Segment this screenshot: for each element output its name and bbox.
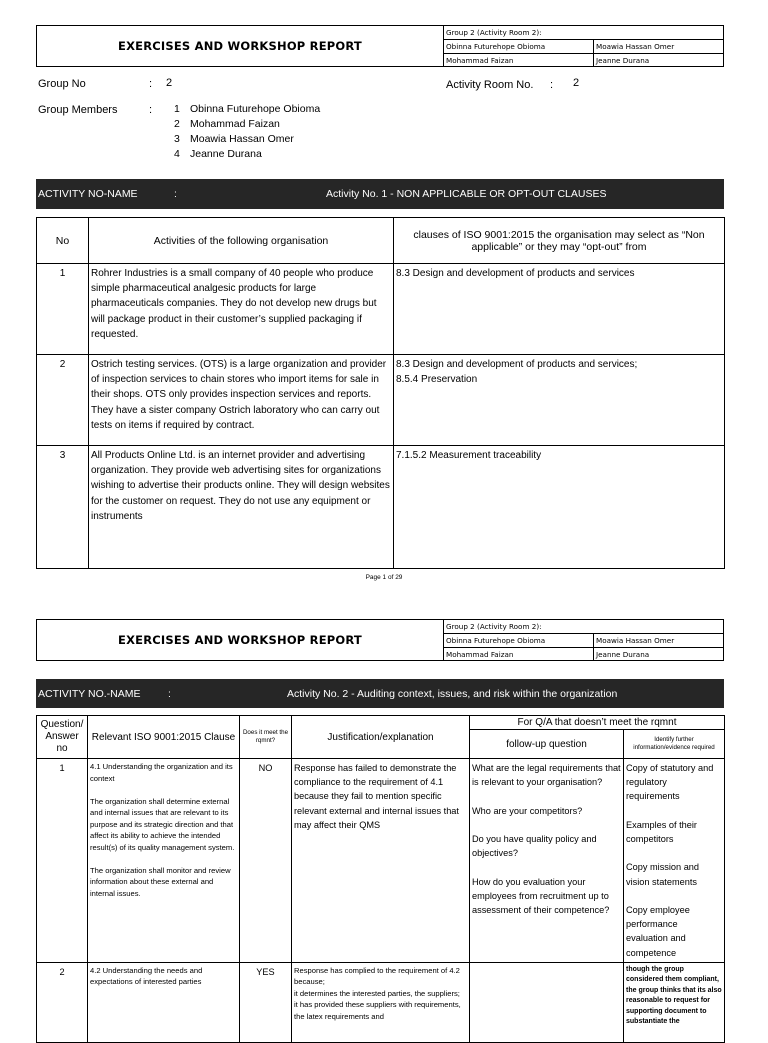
col-meet: Does it meet the rqmnt? [240, 716, 292, 759]
row-activity: All Products Online Ltd. is an internet provider and advertising organization. They provide web advertising sites for organizations wishing to advertise their products online. They will design websites for the customer on request. They do not use any equipment or instruments [89, 446, 394, 569]
col-clause: Relevant ISO 9001:2015 Clause [88, 716, 240, 759]
group-no-label: Group No [38, 78, 86, 90]
row-further: though the group considered them compliant, the group thinks that its also reasonable to request for supporting document to substantiate the [624, 962, 725, 1042]
row-justification: Response has failed to demonstrate the compliance to the requirement of 4.1 because they fail to mention specific relevant external and internal issues that may affect their QMS [292, 759, 470, 963]
row-followup: What are the legal requirements that is relevant to your organisation? Who are your competitors? Do you have quality policy and objectives? How do you evaluation your employees from recruitment up to assessment of their competence? [470, 759, 624, 963]
member-item: 1 Obinna Futurehope Obioma [174, 103, 321, 115]
header-members-grid [444, 26, 724, 66]
room-label: Activity Room No. [446, 79, 534, 91]
activity2-colon: : [168, 687, 171, 700]
header-members-grid [444, 620, 724, 660]
row-no: 1 [37, 759, 88, 963]
members-colon: : [149, 104, 153, 116]
report-header-2 [36, 619, 724, 661]
row-clause: 4.1 Understanding the organization and its context The organization shall determine external and internal issues that are relevant to its purpose and its strategic direction and that affect its ability to achieve the intended result(s) of its quality management system. The organization shall monitor and review information about these external and internal issues. [88, 759, 240, 963]
col-no: No [37, 218, 89, 264]
row-clause: 8.3 Design and development of products and services [394, 264, 725, 355]
row-clause: 8.3 Design and development of products and services; 8.5.4 Preservation [394, 355, 725, 446]
row-justification: Response has complied to the requirement of 4.2 because; it determines the interested parties, the suppliers; it has provided these suppliers with requirements, the latex requirements and [292, 962, 470, 1042]
header-group-line: Group 2 (Activity Room 2): [446, 28, 542, 37]
header-member-c: Mohammad Faizan [446, 56, 514, 65]
activity1-banner [36, 179, 724, 209]
table-row [37, 446, 725, 569]
col-group-header: For Q/A that doesn’t meet the rqmnt [470, 716, 725, 730]
header-member-b: Moawia Hassan Omer [596, 42, 675, 51]
row-no: 3 [37, 446, 89, 569]
activity2-title: Activity No. 2 - Auditing context, issues, and risk within the organization [287, 687, 618, 700]
header-member-a: Obinna Futurehope Obioma [446, 636, 546, 645]
group-no-value: 2 [166, 77, 173, 89]
col-further: Identify further information/evidence required [624, 730, 725, 759]
col-activities: Activities of the following organisation [89, 218, 394, 264]
row-followup [470, 962, 624, 1042]
room-value: 2 [573, 77, 580, 89]
header-member-d: Jeanne Durana [596, 56, 650, 65]
col-justification: Justification/explanation [292, 716, 470, 759]
activity2-label: ACTIVITY NO.-NAME [38, 687, 141, 700]
row-clause: 7.1.5.2 Measurement traceability [394, 446, 725, 569]
members-label: Group Members [38, 104, 118, 116]
table-row [37, 264, 725, 355]
row-activity: Ostrich testing services. (OTS) is a large organization and provider of inspection services to chain stores who import items for sale in their shops. OTS only provides inspection services and reports. They have a sister company Ostrich laboratory who can carry out tests on items if required by contract. [89, 355, 394, 446]
activity2-table [36, 715, 725, 1043]
page-number: Page 1 of 29 [365, 574, 403, 581]
row-meet: YES [240, 962, 292, 1042]
report-title: EXERCISES AND WORKSHOP REPORT [37, 620, 444, 660]
table-row [37, 355, 725, 446]
table-row [37, 962, 725, 1042]
member-item: 3 Moawia Hassan Omer [174, 133, 294, 145]
member-item: 2 Mohammad Faizan [174, 118, 280, 130]
header-group-line: Group 2 (Activity Room 2): [446, 622, 542, 631]
members-list [174, 102, 320, 162]
row-further: Copy of statutory and regulatory requirements Examples of their competitors Copy mission and vision statements Copy employee performance evaluation and competence [624, 759, 725, 963]
table-header-row [37, 716, 725, 730]
col-clauses: clauses of ISO 9001:2015 the organisation may select as “Non applicable” or they may “opt-out” from [394, 218, 725, 264]
row-meet: NO [240, 759, 292, 963]
header-member-b: Moawia Hassan Omer [596, 636, 675, 645]
header-member-c: Mohammad Faizan [446, 650, 514, 659]
row-no: 2 [37, 962, 88, 1042]
activity2-banner [36, 679, 724, 708]
activity1-title: Activity No. 1 - NON APPLICABLE OR OPT-OUT CLAUSES [326, 188, 607, 200]
row-no: 2 [37, 355, 89, 446]
table-row [37, 759, 725, 963]
col-question: Question/ Answer no [37, 716, 88, 759]
table-header-row [37, 218, 725, 264]
room-colon: : [550, 79, 554, 91]
report-title: EXERCISES AND WORKSHOP REPORT [37, 26, 444, 66]
col-followup: follow-up question [470, 730, 624, 759]
activity1-label: ACTIVITY NO-NAME [38, 188, 138, 200]
report-header [36, 25, 724, 67]
header-member-d: Jeanne Durana [596, 650, 650, 659]
row-clause: 4.2 Understanding the needs and expectations of interested parties [88, 962, 240, 1042]
row-no: 1 [37, 264, 89, 355]
member-item: 4 Jeanne Durana [174, 148, 262, 160]
activity1-colon: : [174, 188, 177, 200]
group-no-colon: : [149, 78, 153, 90]
row-activity: Rohrer Industries is a small company of 40 people who produce simple pharmaceutical analgesic products for large pharmaceuticals companies. They do not develop new drugs but will package product in their customer’s supplied packaging if requested. [89, 264, 394, 355]
activity1-table [36, 217, 725, 569]
header-member-a: Obinna Futurehope Obioma [446, 42, 546, 51]
